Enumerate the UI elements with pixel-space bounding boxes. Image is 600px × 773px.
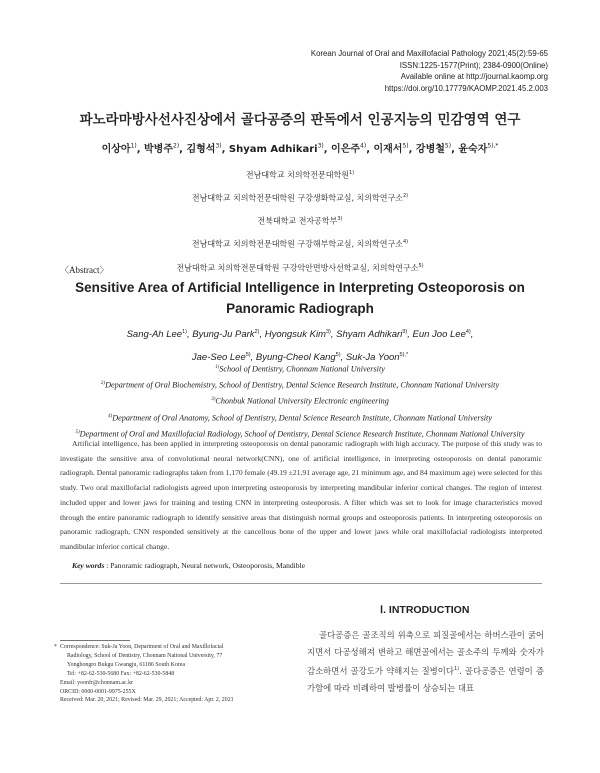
journal-issn: ISSN:1225-1577(Print); 2384-0900(Online) [399,60,548,70]
journal-doi[interactable]: https://doi.org/10.17779/KAOMP.2021.45.2.003 [384,83,548,93]
english-affiliation: $^{3)}$Chonbuk National University Electronic engineering [211,397,389,407]
english-author-line: Jae-Seo Lee$^{5)}$, Byung-Cheol Kang$^{5)}$, Suk-Ja Yoon$^{5),*}$ [191,352,409,364]
correspondence-footnote [54,643,292,705]
citation-ref: 1) [453,666,460,673]
english-title: Sensitive Area of Artificial Intelligence in Interpreting Osteoporosis on Panoramic Radiograph [75,280,525,316]
korean-author: 강병철$^{5)}$ [415,142,452,155]
korean-affiliation: 전남대학교 치의학전문대학원 구강생화학교실, 치의학연구소$^{2)}$ [191,193,409,203]
english-author: Jae-Seo Lee$^{5)}$ [191,352,251,364]
korean-author: 이상아$^{1)}$ [101,142,137,155]
korean-affiliation: 전남대학교 치의학전문대학원 구강해부학교실, 치의학연구소$^{4)}$ [191,239,409,250]
english-affiliations [30,361,570,442]
journal-header [311,48,548,94]
introduction-heading: Ⅰ. INTRODUCTION [380,604,470,616]
journal-url[interactable]: Available online at http://journal.kaomp.org [400,72,548,81]
korean-affiliations [0,163,600,279]
footnote-line: Correspondence: Suk-Ja Yoon, Department of Oral and Maxillofacial [60,644,224,650]
english-affiliation: $^{2)}$Department of Oral Biochemistry, School of Dentistry, Dental Science Research Institute, Chonnam National University [100,380,500,390]
korean-affiliation: 전북대학교 전자공학부$^{3)}$ [257,216,343,226]
abstract-body: Artificial intelligence, has been applied in interpreting osteoporosis on dental panoramic radiograph with high accuracy. The purpose of this study was to investigate the sensitive area of convolutional neural network(CNN), one of artificial intelligence, in interpreting osteoporosis on dental panoramic radiograph. Dental panoramic radiographs taken from 1,170 female (49.19 ±21.91 average age, 21 minimum age, and 84 maximum age) were selected for this study. Two oral maxillofacial radiologists agreed upon interpreting osteoporosis by interpreting mandibular inferior cortical changes. The region of interest included upper and lower jaws for training and testing CNN in interpreting osteoporosis. A filter which was set to look for image characteristics moved through the entire panoramic radiograph to identify sensitive areas that distinguish normal groups and osteoporosis patients. In interpreting osteoporosis on panoramic radiograph, CNN responded sensitively at the cancellous bone of the upper and lower jaws while oral maxillofacial radiologists interpreted mandibular inferior cortical change. [60,439,542,551]
footnote-line: Yongbongro Bukgu Gwangju, 61186 South Korea [67,661,185,668]
korean-author: 이은주$^{4)}$ [331,142,367,155]
english-author-line: Sang-Ah Lee$^{1)}$, Byung-Ju Park$^{2)}$, Hyongsuk Kim$^{3)}$, Shyam Adhikari$^{3)}$, Eun Joo Lee$^{4)}$, [126,329,474,341]
abstract-label: 〈Abstract〉 [60,265,109,275]
english-author: Eun Joo Lee$^{4)}$ [412,329,471,341]
english-affiliation: $^{5)}$Department of Oral and Maxillofacial Radiology, School of Dentistry, Dental Science Research Institute, Chonnam National University [75,429,525,439]
korean-author: 윤숙자$^{5),*}$ [458,142,499,155]
keywords-label: Key words [72,561,105,570]
english-author: Sang-Ah Lee$^{1)}$ [126,329,187,341]
english-author: Suk-Ja Yoon$^{5),*}$ [345,352,409,364]
korean-author: 김형석$^{3)}$ [186,142,222,155]
keywords [72,561,305,570]
footnote-line: Tel: +82-62-530-5680 Fax: +82-62-530-5848 [67,670,175,677]
introduction-body: 골다공증은 골조직의 위축으로 피질골에서는 하버스관이 굵어지면서 다공성해져 변하고 해면골에서는 골소주의 두께와 숫자가 감소하면서 골강도가 약해지는 질병이다$^{1)}$. 골다공증은 연령이 증가함에 따라 비례하여 발병률이 상승되는 대표 [307,630,544,694]
journal-citation: Korean Journal of Oral and Maxillofacial Pathology 2021;45(2):59-65 [310,49,548,58]
korean-author: 박병주$^{2)}$ [144,142,180,155]
english-author: Byung-Ju Park$^{2)}$ [192,329,260,341]
footnote-dates: Received: Mar. 20, 2021; Revised: Mar. 29, 2021; Accepted: Apr. 2, 2021 [60,697,234,704]
korean-author: Shyam Adhikari$^{3)}$ [228,142,324,155]
keywords-text: : Panoramic radiograph, Neural network, Osteoporosis, Mandible [106,561,306,570]
korean-author: 이재서$^{5)}$ [373,142,409,155]
korean-title: 파노라마방사선사진상에서 골다공증의 판독에서 인공지능의 민감영역 연구 [79,112,521,128]
footnote-line: Radiology, School of Dentistry, Chonnam National University, 77 [67,652,223,659]
footnote-email[interactable]: Email: yoonfr@chonnam.ac.kr [60,679,133,686]
english-author: Hyongsuk Kim$^{3)}$ [264,329,331,341]
korean-author-list: 이상아$^{1)}$, 박병주$^{2)}$, 김형석$^{3)}$, Shyam Adhikari$^{3)}$, 이은주$^{4)}$, 이재서$^{5)}$, 강병철$^{5)}$, 윤숙자$^{5),*}$ [101,142,499,155]
footnote-orcid: ORCID: 0000-0001-9975-255X [60,688,136,695]
section-divider [60,583,542,584]
english-affiliation: $^{4)}$Department of Oral Anatomy, School of Dentistry, Dental Science Research Institute, Chonnam National University [108,413,492,423]
english-author: Shyam Adhikari$^{3)}$ [336,329,408,341]
english-affiliation: $^{1)}$School of Dentistry, Chonnam National University [215,364,385,374]
footnote-marker: * [54,644,57,650]
korean-affiliation: 전남대학교 치의학전문대학원$^{1)}$ [245,170,355,180]
korean-affiliation: 전남대학교 치의학전문대학원 구강악안면방사선학교실, 치의학연구소$^{5)}$ [176,262,424,273]
english-author: Byung-Cheol Kang$^{5)}$ [255,352,341,364]
footnote-rule [60,640,130,641]
